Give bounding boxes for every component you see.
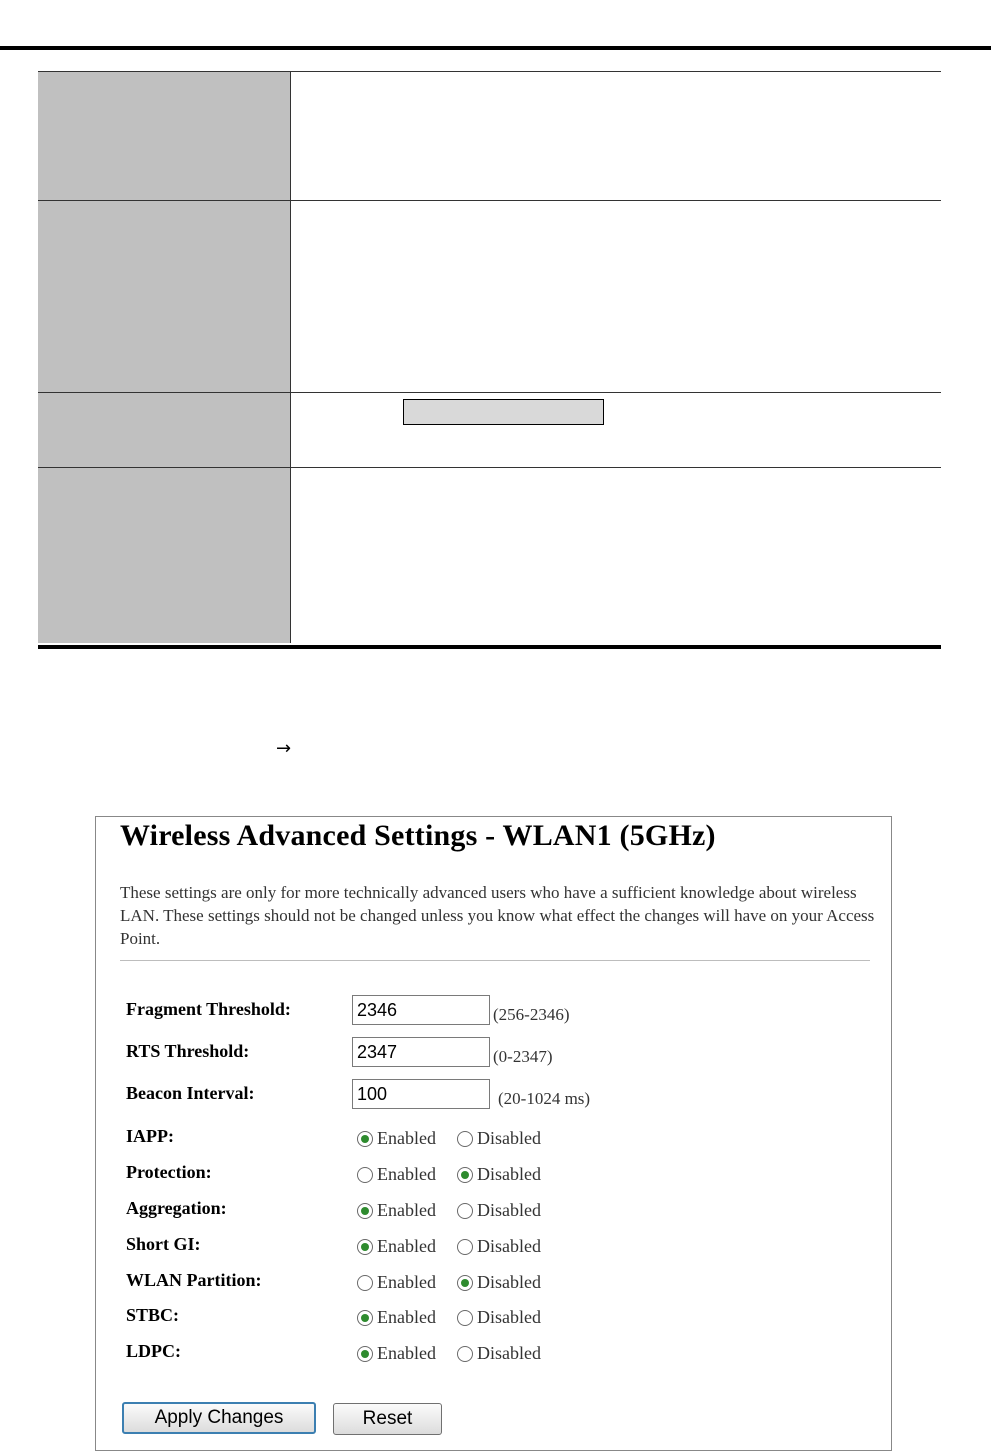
top-rule <box>0 46 991 50</box>
radio-label: Enabled <box>377 1343 436 1363</box>
radio-circle-icon[interactable] <box>357 1203 373 1219</box>
radio-label: Enabled <box>377 1164 436 1184</box>
radio-label: Enabled <box>377 1128 436 1148</box>
radio-label: Enabled <box>377 1272 436 1292</box>
wlan-partition-disabled-radio[interactable] <box>457 1272 541 1293</box>
stbc-enabled-radio[interactable] <box>357 1307 436 1328</box>
radio-circle-icon[interactable] <box>457 1167 473 1183</box>
rts-threshold-input[interactable] <box>352 1037 490 1067</box>
radio-label: Disabled <box>477 1200 541 1220</box>
radio-circle-icon[interactable] <box>457 1131 473 1147</box>
beacon-interval-input[interactable] <box>352 1079 490 1109</box>
table-row <box>38 72 941 201</box>
beacon-interval-hint: (20-1024 ms) <box>498 1089 591 1108</box>
sample-button-image <box>403 399 604 425</box>
page-description: These settings are only for more technically advanced users who have a sufficient knowledge about wireless LAN. These settings should not be changed unless you know what effect the changes will have on your Access Point. <box>120 883 875 948</box>
iapp-label: IAPP: <box>126 1126 174 1146</box>
ldpc-label: LDPC: <box>126 1341 181 1361</box>
definition-table <box>38 71 941 643</box>
apply-changes-button[interactable]: Apply Changes <box>122 1402 316 1434</box>
iapp-disabled-radio[interactable] <box>457 1128 541 1149</box>
radio-circle-icon[interactable] <box>357 1346 373 1362</box>
radio-label: Disabled <box>477 1343 541 1363</box>
aggregation-enabled-radio[interactable] <box>357 1200 436 1221</box>
short-gi-label: Short GI: <box>126 1234 201 1254</box>
term-cell <box>38 468 291 644</box>
table-row <box>38 468 941 644</box>
term-cell <box>38 72 291 201</box>
radio-label: Enabled <box>377 1236 436 1256</box>
radio-circle-icon[interactable] <box>357 1310 373 1326</box>
description-cell <box>291 468 942 644</box>
ldpc-enabled-radio[interactable] <box>357 1343 436 1364</box>
radio-circle-icon[interactable] <box>457 1346 473 1362</box>
description-cell <box>291 201 942 393</box>
wlan-partition-enabled-radio[interactable] <box>357 1272 436 1293</box>
radio-circle-icon[interactable] <box>357 1131 373 1147</box>
radio-circle-icon[interactable] <box>457 1203 473 1219</box>
wlan-partition-label: WLAN Partition: <box>126 1270 262 1290</box>
protection-enabled-radio[interactable] <box>357 1164 436 1185</box>
description-cell <box>291 393 942 468</box>
protection-label: Protection: <box>126 1162 212 1182</box>
radio-label: Disabled <box>477 1164 541 1184</box>
radio-circle-icon[interactable] <box>457 1239 473 1255</box>
radio-circle-icon[interactable] <box>357 1275 373 1291</box>
iapp-enabled-radio[interactable] <box>357 1128 436 1149</box>
short-gi-disabled-radio[interactable] <box>457 1236 541 1257</box>
wireless-advanced-settings-panel <box>95 816 892 1451</box>
page-title: Wireless Advanced Settings - WLAN1 (5GHz) <box>120 819 716 852</box>
radio-circle-icon[interactable] <box>457 1275 473 1291</box>
fragment-threshold-hint: (256-2346) <box>493 1005 570 1024</box>
protection-disabled-radio[interactable] <box>457 1164 541 1185</box>
radio-label: Enabled <box>377 1307 436 1327</box>
fragment-threshold-label: Fragment Threshold: <box>126 999 291 1019</box>
radio-label: Disabled <box>477 1236 541 1256</box>
stbc-label: STBC: <box>126 1305 180 1325</box>
reset-button[interactable]: Reset <box>333 1403 442 1435</box>
divider <box>120 960 870 961</box>
stbc-disabled-radio[interactable] <box>457 1307 541 1328</box>
radio-label: Enabled <box>377 1200 436 1220</box>
aggregation-disabled-radio[interactable] <box>457 1200 541 1221</box>
description-cell <box>291 72 942 201</box>
radio-circle-icon[interactable] <box>457 1310 473 1326</box>
radio-label: Disabled <box>477 1128 541 1148</box>
ldpc-disabled-radio[interactable] <box>457 1343 541 1364</box>
radio-circle-icon[interactable] <box>357 1239 373 1255</box>
table-bottom-rule <box>38 645 941 649</box>
radio-circle-icon[interactable] <box>357 1167 373 1183</box>
short-gi-enabled-radio[interactable] <box>357 1236 436 1257</box>
rts-threshold-hint: (0-2347) <box>493 1047 553 1066</box>
arrow-right-icon: → <box>276 738 292 759</box>
term-cell <box>38 393 291 468</box>
aggregation-label: Aggregation: <box>126 1198 227 1218</box>
radio-label: Disabled <box>477 1307 541 1327</box>
fragment-threshold-input[interactable] <box>352 995 490 1025</box>
rts-threshold-label: RTS Threshold: <box>126 1041 250 1061</box>
table-row <box>38 201 941 393</box>
beacon-interval-label: Beacon Interval: <box>126 1083 255 1103</box>
radio-label: Disabled <box>477 1272 541 1292</box>
term-cell <box>38 201 291 393</box>
